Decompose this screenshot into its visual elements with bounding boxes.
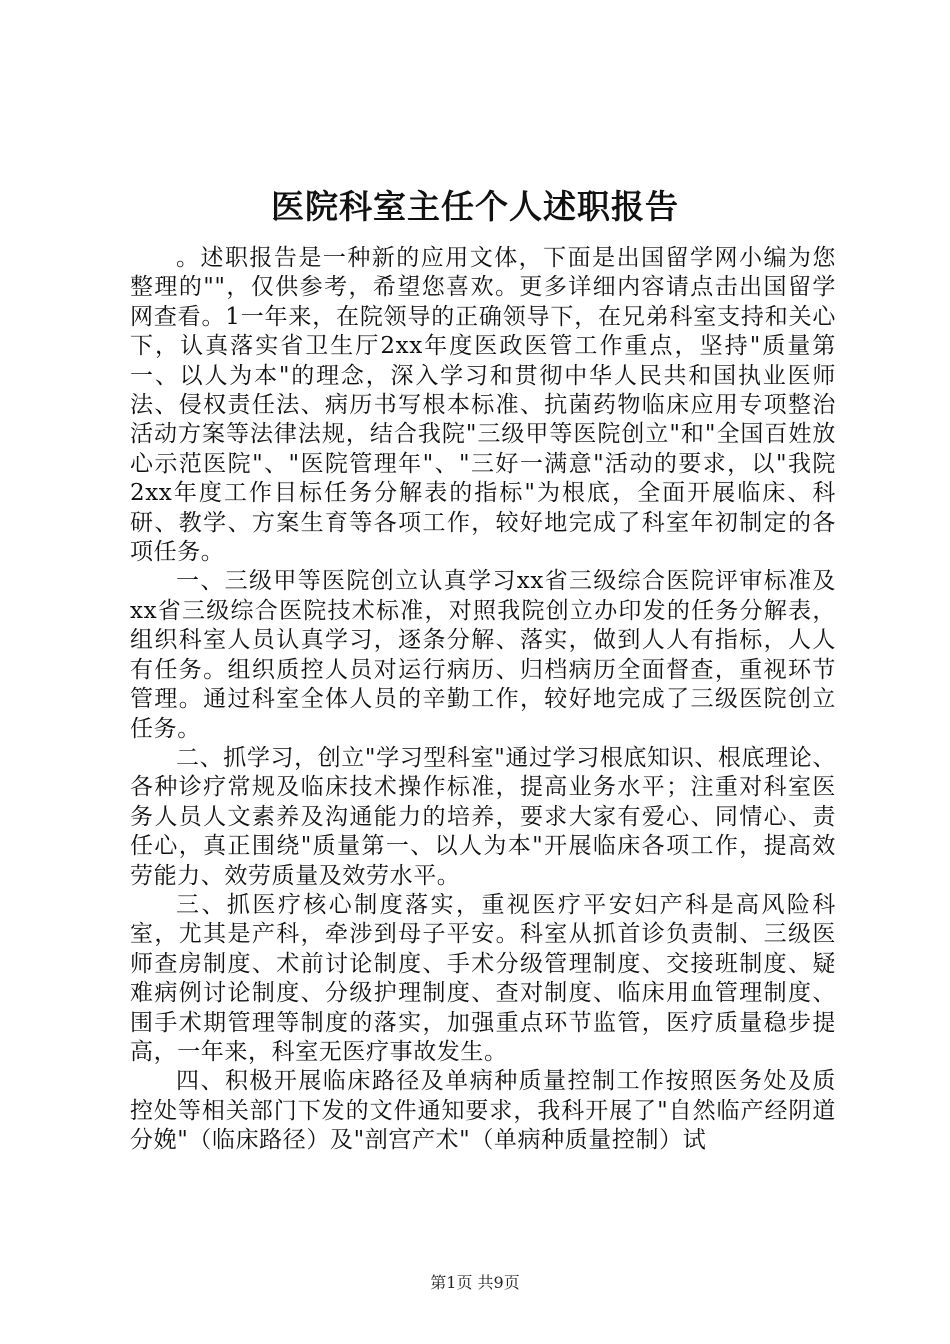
document-title: 医院科室主任个人述职报告 (271, 187, 679, 226)
section-3-paragraph: 三、抓医疗核心制度落实，重视医疗平安妇产科是高风险科室，尤其是产科，牵涉到母子平安。科室从抓首诊负责制、三级医师查房制度、术前讨论制度、手术分级管理制度、交接班制度、疑难病例讨论制度、分级护理制度、查对制度、临床用血管理制度、围手术期管理等制度的落实，加强重点环节监管，医疗质量稳步提高，一年来，科室无医疗事故发生。 (130, 891, 836, 1065)
page-number-footer: 第1页 共9页 (430, 1273, 520, 1292)
section-2-paragraph: 二、抓学习，创立"学习型科室"通过学习根底知识、根底理论、各种诊疗常规及临床技术操作标准，提高业务水平；注重对科室医务人员人文素养及沟通能力的培养，要求大家有爱心、同情心、责任心，真正围绕"质量第一、以人为本"开展临床各项工作，提高效劳能力、效劳质量及效劳水平。 (130, 744, 836, 889)
intro-paragraph: 。述职报告是一种新的应用文体，下面是出国留学网小编为您整理的""，仅供参考，希望您喜欢。更多详细内容请点击出国留学网查看。1一年来，在院领导的正确领导下，在兄弟科室支持和关心下，认真落实省卫生厅2xx年度医政医管工作重点，坚持"质量第一、以人为本"的理念，深入学习和贯彻中华人民共和国执业医师法、侵权责任法、病历书写根本标准、抗菌药物临床应用专项整治活动方案等法律法规，结合我院"三级甲等医院创立"和"全国百姓放心示范医院"、"医院管理年"、"三好一满意"活动的要求，以"我院2xx年度工作目标任务分解表的指标"为根底，全面开展临床、科研、教学、方案生育等各项工作，较好地完成了科室年初制定的各项任务。 (130, 245, 836, 566)
section-1-paragraph: 一、三级甲等医院创立认真学习xx省三级综合医院评审标准及xx省三级综合医院技术标准，对照我院创立办印发的任务分解表，组织科室人员认真学习，逐条分解、落实，做到人人有指标，人人有任务。组织质控人员对运行病历、归档病历全面督查，重视环节管理。通过科室全体人员的辛勤工作，较好地完成了三级医院创立任务。 (130, 568, 836, 742)
document-body (130, 244, 836, 1156)
section-4-paragraph: 四、积极开展临床路径及单病种质量控制工作按照医务处及质控处等相关部门下发的文件通知要求，我科开展了"自然临产经阴道分娩"（临床路径）及"剖宫产术"（单病种质量控制）试 (130, 1068, 836, 1154)
